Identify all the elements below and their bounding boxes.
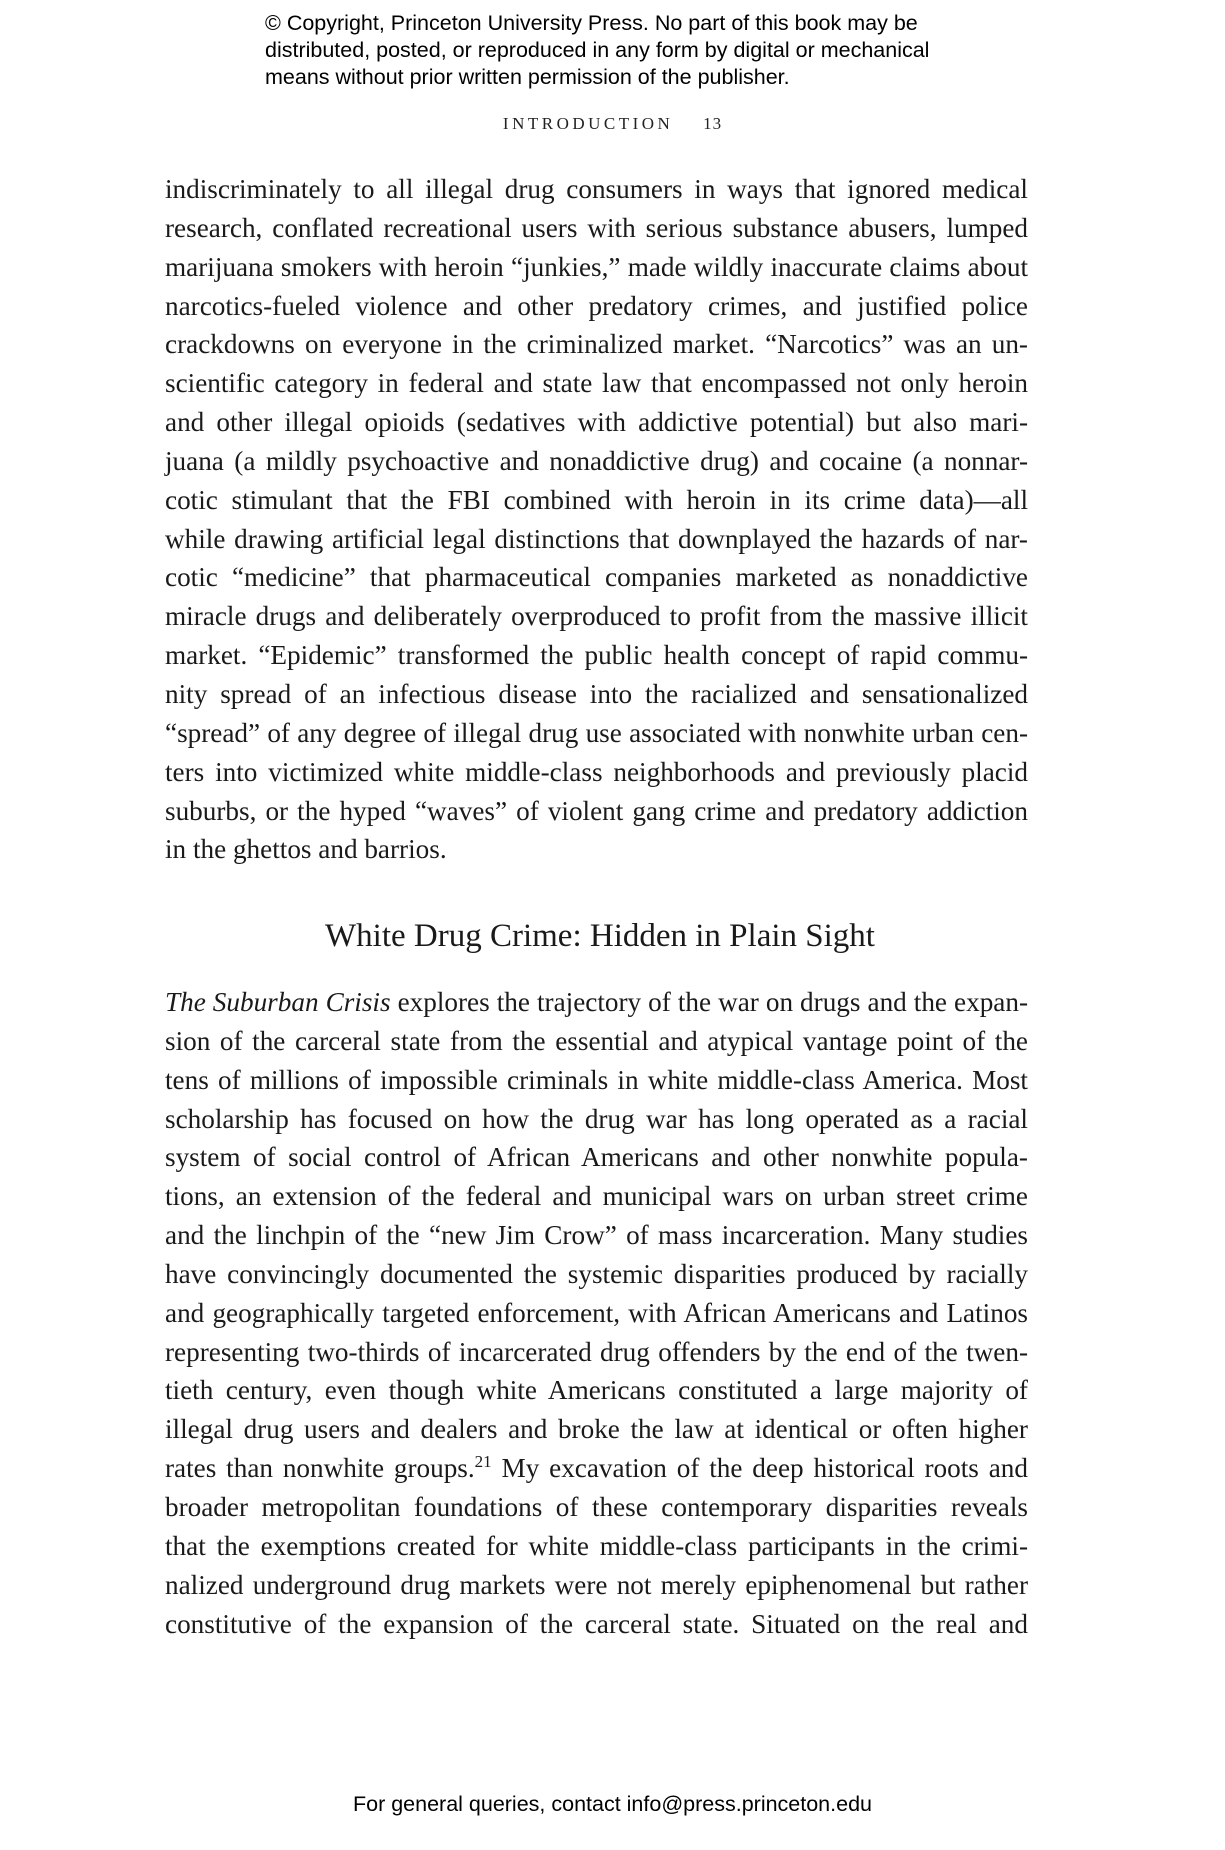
text-line: while drawing artificial legal distinctions that downplayed the hazards of nar- (165, 523, 1028, 554)
text-line: miracle drugs and deliberately overproduced to profit from the massive illicit (165, 601, 1028, 632)
running-head (0, 114, 1225, 134)
text-segment: explores the trajectory of the war on drugs and the expan- (390, 987, 1028, 1017)
text-line: juana (a mildly psychoactive and nonaddictive drug) and cocaine (a nonnar- (165, 445, 1028, 476)
text-line: narcotics-fueled violence and other predatory crimes, and justified police (165, 290, 1028, 321)
page-number: 13 (703, 114, 723, 133)
text-line (165, 1449, 1028, 1488)
text-line: tens of millions of impossible criminals in white middle-class America. Most (165, 1064, 1028, 1095)
book-title: The Suburban Crisis (165, 987, 391, 1017)
copyright-line: distributed, posted, or reproduced in any form by digital or mechanical (265, 38, 930, 62)
text-line: broader metropolitan foundations of these contemporary disparities reveals (165, 1491, 1028, 1522)
text-line: nalized underground drug markets were not merely epiphenomenal but rather (165, 1569, 1028, 1600)
text-line: “spread” of any degree of illegal drug use associated with nonwhite urban cen- (165, 717, 1028, 748)
paragraph-continued (165, 170, 1028, 869)
text-line: indiscriminately to all illegal drug consumers in ways that ignored medical (165, 174, 1028, 204)
text-line: nity spread of an infectious disease into the racialized and sensationalized (165, 678, 1028, 709)
text-line: system of social control of African Americans and other nonwhite popula- (165, 1142, 1028, 1173)
text-line: cotic “medicine” that pharmaceutical companies marketed as nonaddictive (165, 562, 1028, 593)
text-line: scientific category in federal and state law that encompassed not only heroin (165, 368, 1028, 399)
text-line: crackdowns on everyone in the criminalized market. “Narcotics” was an un- (165, 329, 1028, 360)
section-heading: White Drug Crime: Hidden in Plain Sight (325, 918, 875, 954)
text-line: representing two-thirds of incarcerated drug offenders by the end of the twen- (165, 1336, 1028, 1367)
text-line: have convincingly documented the systemic disparities produced by racially (165, 1258, 1028, 1289)
text-line: and the linchpin of the “new Jim Crow” of mass incarceration. Many studies (165, 1220, 1028, 1251)
text-line: constitutive of the expansion of the carceral state. Situated on the real and (165, 1608, 1028, 1639)
text-line: market. “Epidemic” transformed the public health concept of rapid commu- (165, 640, 1028, 671)
text-line: cotic stimulant that the FBI combined with heroin in its crime data)—all (165, 484, 1028, 515)
footnote-reference[interactable]: 21 (474, 1452, 492, 1472)
text-line: in the ghettos and barrios. (165, 834, 447, 865)
text-line: suburbs, or the hyped “waves” of violent gang crime and predatory addiction (165, 795, 1028, 826)
text-line: research, conflated recreational users with serious substance abusers, lumped (165, 212, 1028, 243)
text-line: tions, an extension of the federal and municipal wars on urban street crime (165, 1181, 1028, 1212)
text-line: sion of the carceral state from the essential and atypical vantage point of the (165, 1025, 1028, 1056)
text-line: marijuana smokers with heroin “junkies,” made wildly inaccurate claims about (165, 251, 1028, 282)
text-line: and geographically targeted enforcement, with African Americans and Latinos (165, 1297, 1028, 1328)
copyright-line: © Copyright, Princeton University Press. No part of this book may be (265, 11, 918, 35)
text-line: that the exemptions created for white middle-class participants in the crimi- (165, 1530, 1028, 1561)
text-line (165, 983, 1028, 1022)
text-line: scholarship has focused on how the drug war has long operated as a racial (165, 1103, 1028, 1134)
text-segment: My excavation of the deep historical roots and (491, 1453, 1028, 1484)
running-head-title: INTRODUCTION (502, 114, 674, 133)
text-line: illegal drug users and dealers and broke the law at identical or often higher (165, 1414, 1028, 1445)
text-line: tieth century, even though white Americans constituted a large majority of (165, 1375, 1028, 1406)
text-line: ters into victimized white middle-class neighborhoods and previously placid (165, 756, 1028, 787)
text-segment: rates than nonwhite groups. (165, 1453, 475, 1484)
paragraph (165, 983, 1028, 1643)
text-line: and other illegal opioids (sedatives with addictive potential) but also mari- (165, 407, 1028, 438)
footer-contact: For general queries, contact info@press.princeton.edu (352, 1792, 872, 1816)
copyright-line: means without prior written permission of the publisher. (265, 65, 790, 89)
copyright-notice (265, 10, 1025, 91)
